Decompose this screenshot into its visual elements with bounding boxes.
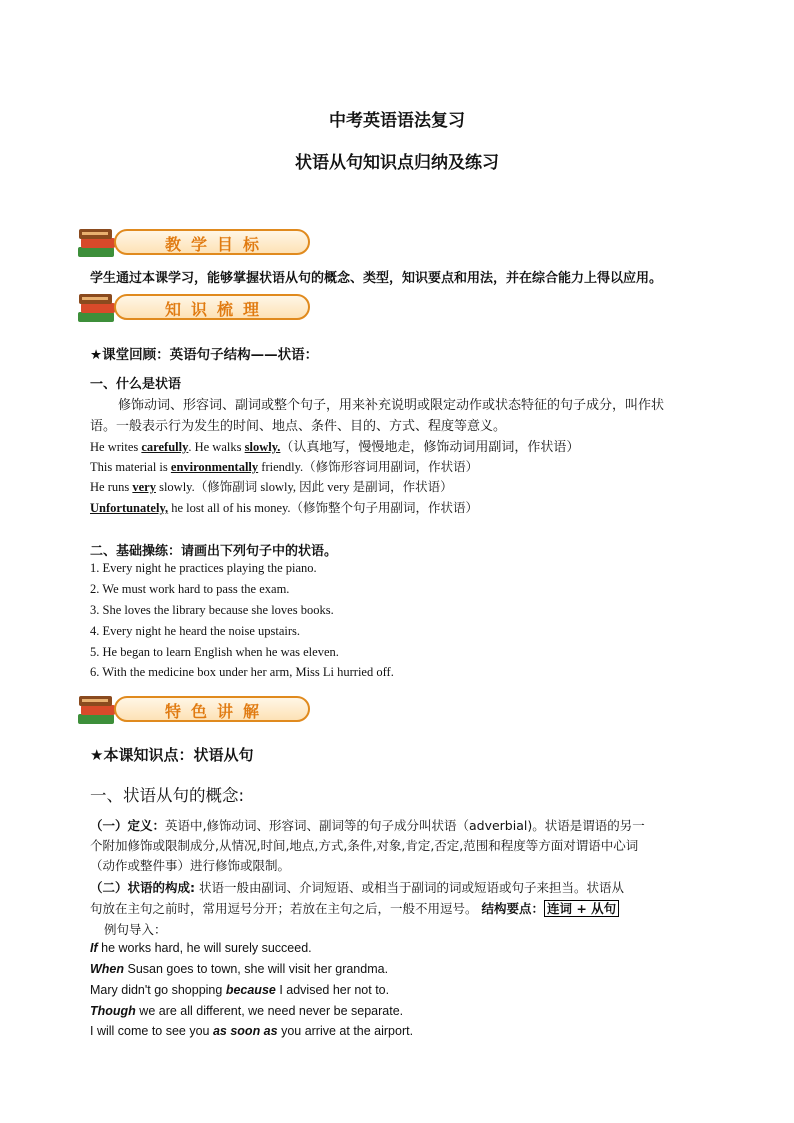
example-sentence-5: I will come to see you as soon as you arrive at the airport. [90, 1024, 414, 1038]
example-sentence-4: Though we are all different, we need never be separate. [90, 1004, 404, 1018]
example-intro: 例句导入： [104, 922, 167, 937]
example-2: This material is environmentally friendly.（修饰形容词用副词，作状语） [90, 460, 479, 474]
drill-item: 6. With the medicine box under her arm, Miss Li hurried off. [90, 665, 394, 679]
document-title: 中考英语语法复习 [329, 111, 465, 131]
drill-item: 3. She loves the library because she loves books. [90, 603, 334, 617]
goal-text: 学生通过本课学习，能够掌握状语从句的概念、类型，知识要点和用法，并在综合能力上得以应用。 [90, 271, 663, 286]
banner-label: 教学目标 [164, 235, 269, 254]
section2-heading: 二、基础操练：请画出下列句子中的状语。 [90, 544, 338, 559]
knowledge-point-heading: ★本课知识点：状语从句 [90, 746, 254, 764]
document-subtitle: 状语从句知识点归纳及练习 [295, 153, 499, 173]
section1-paragraph-line1: 修饰动词、形容词、副词或整个句子，用来补充说明或限定动作或状态特征的句子成分，叫作状 [118, 398, 665, 413]
example-sentence-1: If he works hard, he will surely succeed. [90, 941, 312, 955]
drill-item: 4. Every night he heard the noise upstairs. [90, 624, 301, 638]
concept-heading: 一、状语从句的概念: [90, 786, 245, 805]
banner-label: 知识梳理 [164, 300, 269, 319]
example-1: He writes carefully. He walks slowly.（认真地写，慢慢地走，修饰动词用副词，作状语） [90, 439, 580, 454]
example-3: He runs very slowly.（修饰副词 slowly, 因此 very 是副词，作状语） [90, 480, 453, 494]
section1-paragraph-line2: 语。一般表示行为发生的时间、地点、条件、目的、方式、程度等意义。 [90, 419, 507, 434]
section1-heading: 一、什么是状语 [90, 377, 182, 392]
definition-line2: 个附加修饰或限制成分,从情况,时间,地点,方式,条件,对象,肯定,否定,范围和程度等方面对谓语中心词 [90, 838, 639, 853]
review-heading: ★课堂回顾：英语句子结构——状语： [90, 347, 319, 363]
drill-item: 2. We must work hard to pass the exam. [90, 582, 290, 596]
example-sentence-3: Mary didn't go shopping because I advised her not to. [90, 983, 390, 997]
banner-label: 特色讲解 [164, 702, 269, 721]
formation-line1: （二）状语的构成: 状语一般由副词、介词短语、或相当于副词的词或短语或句子来担当。状语从 [90, 880, 624, 895]
formation-line2: 句放在主句之前时，常用逗号分开；若放在主句之后，一般不用逗号。 结构要点： 连词 + 从句 [90, 899, 619, 917]
definition-line3: （动作或整件事）进行修饰或限制。 [90, 858, 291, 873]
structure-key-box: 连词 + 从句 [544, 900, 619, 917]
example-sentence-2: When Susan goes to town, she will visit her grandma. [90, 962, 389, 976]
drill-item: 1. Every night he practices playing the piano. [90, 561, 317, 575]
drill-item: 5. He began to learn English when he was eleven. [90, 645, 339, 659]
example-4: Unfortunately, he lost all of his money.（修饰整个句子用副词，作状语） [90, 501, 479, 515]
definition-line1: （一）定义：英语中,修饰动词、形容词、副词等的句子成分叫状语（adverbial)。状语是谓语的另一 [90, 818, 645, 833]
